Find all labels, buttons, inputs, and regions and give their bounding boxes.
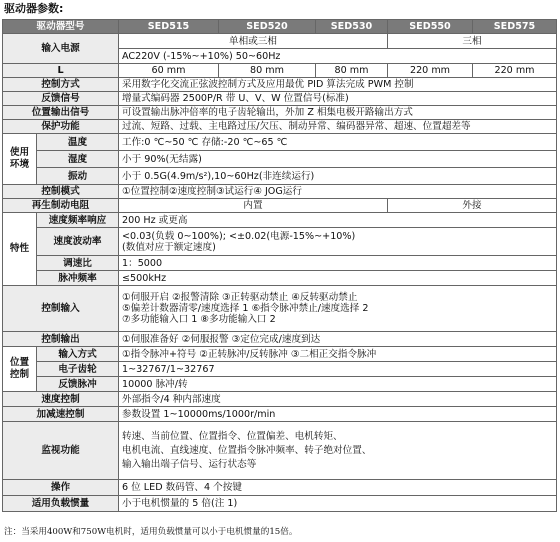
pos-gear-value: 1~32767/1~32767 <box>119 362 557 377</box>
char-freq-response-label: 速度频率响应 <box>37 213 119 228</box>
operation-value: 6 位 LED 数码管、4 个按键 <box>119 480 557 496</box>
monitor-cell <box>119 422 557 480</box>
env-temperature-label: 温度 <box>37 134 119 151</box>
control-input-line: ①伺服开启 ②报警清除 ③正转驱动禁止 ④反转驱动禁止 <box>122 292 358 303</box>
char-fluctuation-note: (数值对应于额定速度) <box>122 241 216 253</box>
speed-control-label: 速度控制 <box>3 392 119 407</box>
load-inertia-label: 适用负载惯量 <box>3 496 119 512</box>
accel-control-value: 参数设置 1~10000ms/1000r/min <box>119 407 557 422</box>
header-label: 驱动器型号 <box>3 20 119 34</box>
dim-l-label: L <box>3 64 119 78</box>
env-humidity-value: 小于 90%(无结露) <box>119 151 557 168</box>
regen-internal: 内置 <box>119 199 388 213</box>
monitor-label: 监视功能 <box>3 422 119 480</box>
control-modes-label: 控制模式 <box>3 185 119 199</box>
control-input-label: 控制输入 <box>3 286 119 332</box>
model-sed550: SED550 <box>388 20 473 34</box>
position-control-label: 位置控制 <box>3 347 37 392</box>
char-fluctuation-value: <0.03(负载 0~100%); <±0.02(电源-15%~+10%) <box>122 230 356 242</box>
model-sed530: SED530 <box>316 20 388 34</box>
char-speed-ratio-value: 1：5000 <box>119 256 557 271</box>
power-phase-right: 三相 <box>388 34 557 49</box>
model-sed515: SED515 <box>119 20 219 34</box>
footnote: 注：当采用400W和750W电机时，适用负载惯量可以小于电机惯量的15倍。 <box>4 527 298 537</box>
pos-output-value: 可设置输出脉冲倍率的电子齿轮输出，外加 Z 相集电极开路输出方式 <box>119 106 557 120</box>
regen-external: 外接 <box>388 199 557 213</box>
char-fluctuation-cell <box>119 228 557 256</box>
control-input-line: ⑤偏差计数器清零/速度选择 1 ⑥指令脉冲禁止/速度选择 2 <box>122 303 369 314</box>
feedback-label: 反馈信号 <box>3 92 119 106</box>
pos-input-mode-label: 输入方式 <box>37 347 119 362</box>
pos-feedback-value: 10000 脉冲/转 <box>119 377 557 392</box>
speed-control-value: 外部指令/4 种内部速度 <box>119 392 557 407</box>
model-sed520: SED520 <box>219 20 316 34</box>
control-mode-label: 控制方式 <box>3 78 119 92</box>
char-pulse-freq-value: ≤500kHz <box>119 271 557 286</box>
env-vibration-value: 小于 0.5G(4.9m/s²),10~60Hz(非连续运行) <box>119 168 557 185</box>
char-freq-response-value: 200 Hz 或更高 <box>119 213 557 228</box>
char-pulse-freq-label: 脉冲频率 <box>37 271 119 286</box>
protection-value: 过流、短路、过载、主电路过压/欠压、制动异常、编码器异常、超速、位置超差等 <box>119 120 557 134</box>
dim-l-sed520: 80 mm <box>219 64 316 78</box>
protection-label: 保护功能 <box>3 120 119 134</box>
power-voltage: AC220V (-15%~+10%) 50~60Hz <box>119 49 557 64</box>
pos-output-label: 位置输出信号 <box>3 106 119 120</box>
spec-table <box>2 19 557 512</box>
char-fluctuation-label: 速度波动率 <box>37 228 119 256</box>
dim-l-sed575: 220 mm <box>473 64 557 78</box>
env-temperature-value: 工作:0 ℃~50 ℃ 存储:-20 ℃~65 ℃ <box>119 134 557 151</box>
pos-feedback-label: 反馈脉冲 <box>37 377 119 392</box>
accel-control-label: 加减速控制 <box>3 407 119 422</box>
control-output-value: ①伺服准备好 ②伺服报警 ③定位完成/速度到达 <box>119 332 557 347</box>
monitor-line: 电机电流、直线速度、位置指令脉冲频率、转子绝对位置、 <box>122 444 372 456</box>
control-input-cell <box>119 286 557 332</box>
environment-label: 使用环境 <box>3 134 37 185</box>
dim-l-sed515: 60 mm <box>119 64 219 78</box>
page-title: 驱动器参数: <box>4 2 64 15</box>
control-output-label: 控制输出 <box>3 332 119 347</box>
control-input-line: ⑦多功能输入口 1 ⑧多功能输入口 2 <box>122 314 276 325</box>
control-mode-value: 采用数字化交流正弦波控制方式及应用最优 PID 算法完成 PWM 控制 <box>119 78 557 92</box>
load-inertia-value: 小于电机惯量的 5 倍(注 1) <box>119 496 557 512</box>
power-label: 输入电源 <box>3 34 119 64</box>
dim-l-sed550: 220 mm <box>388 64 473 78</box>
characteristics-label: 特性 <box>3 213 37 286</box>
model-sed575: SED575 <box>473 20 557 34</box>
operation-label: 操作 <box>3 480 119 496</box>
control-modes-value: ①位置控制②速度控制③试运行④ JOG运行 <box>119 185 557 199</box>
monitor-line: 转速、当前位置、位置指令、位置偏差、电机转矩、 <box>122 430 343 442</box>
monitor-line: 输入输出端子信号、运行状态等 <box>122 458 257 470</box>
char-speed-ratio-label: 调速比 <box>37 256 119 271</box>
header-row <box>3 20 557 34</box>
pos-input-mode-value: ①指令脉冲+符号 ②正转脉冲/反转脉冲 ③二相正交指令脉冲 <box>119 347 557 362</box>
power-phase-left: 单相或三相 <box>119 34 388 49</box>
pos-gear-label: 电子齿轮 <box>37 362 119 377</box>
regen-label: 再生制动电阻 <box>3 199 119 213</box>
dim-l-sed530: 80 mm <box>316 64 388 78</box>
env-humidity-label: 湿度 <box>37 151 119 168</box>
feedback-value: 增量式编码器 2500P/R 带 U、V、W 位置信号(标准) <box>119 92 557 106</box>
env-vibration-label: 振动 <box>37 168 119 185</box>
